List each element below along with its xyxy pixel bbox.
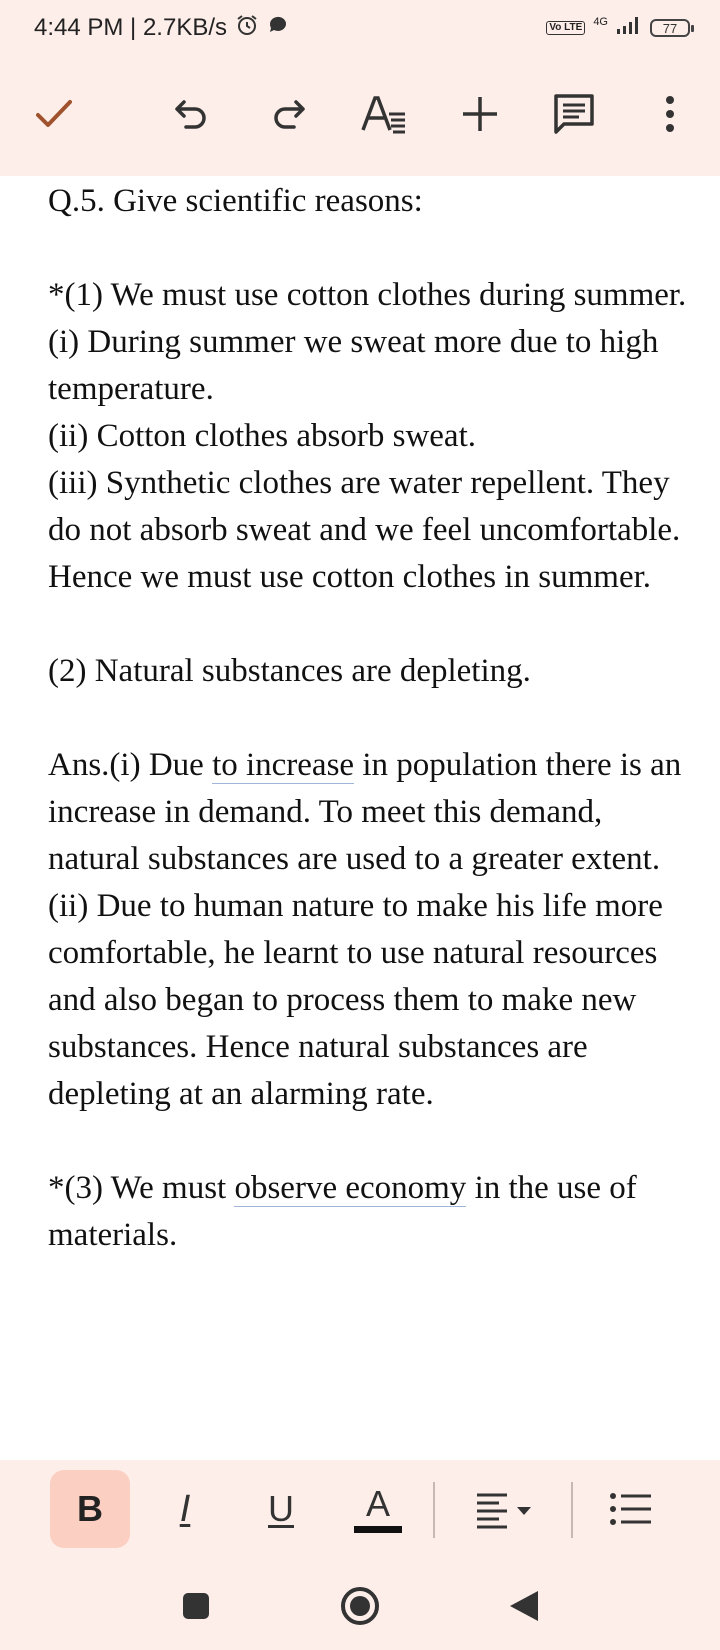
reason-2-answer-ii: (ii) Due to human nature to make his life more comfortable, he learnt to use natural resources and also began to process them to make new substances. Hence natural substances are depleting at an alarming rate. bbox=[48, 888, 672, 1112]
reason-2-title: (2) Natural substances are depleting. bbox=[48, 653, 531, 689]
italic-button[interactable] bbox=[160, 1470, 210, 1548]
text-color-button[interactable] bbox=[350, 1470, 406, 1548]
insert-button[interactable] bbox=[448, 82, 512, 146]
undo-icon bbox=[172, 94, 212, 134]
question-heading: Q.5. Give scientific reasons: bbox=[48, 183, 423, 219]
more-options-icon bbox=[664, 94, 676, 134]
battery-indicator: 77 bbox=[650, 19, 690, 37]
text-format-icon bbox=[361, 94, 407, 134]
network-type: 4G bbox=[593, 16, 608, 28]
comment-button[interactable] bbox=[542, 82, 606, 146]
document-text[interactable] bbox=[48, 178, 688, 1259]
reason-1-point-i: (i) During summer we sweat more due to high temperature. bbox=[48, 324, 667, 407]
list-button[interactable] bbox=[604, 1470, 658, 1548]
back-button[interactable] bbox=[500, 1582, 548, 1630]
reason-2-answer-i: Ans.(i) Due to increase in population there is an increase in demand. To meet this demand, natural substances are used to a greater extent. bbox=[48, 747, 690, 877]
align-icon bbox=[473, 1489, 539, 1529]
check-icon bbox=[32, 92, 76, 136]
blank-line bbox=[48, 601, 688, 648]
recents-button[interactable] bbox=[172, 1582, 220, 1630]
signal-icon bbox=[616, 14, 642, 42]
blank-line bbox=[48, 695, 688, 742]
status-bar bbox=[0, 0, 720, 56]
toolbar-divider bbox=[571, 1482, 573, 1538]
list-icon bbox=[609, 1491, 653, 1527]
reason-1-point-ii: (ii) Cotton clothes absorb sweat. bbox=[48, 418, 477, 454]
recents-icon bbox=[181, 1591, 211, 1621]
home-button[interactable] bbox=[336, 1582, 384, 1630]
alignment-button[interactable] bbox=[468, 1470, 544, 1548]
volte-badge: Vo LTE bbox=[546, 21, 585, 35]
navigation-bar bbox=[0, 1560, 720, 1650]
alarm-icon bbox=[235, 13, 259, 44]
bold-button[interactable] bbox=[50, 1470, 130, 1548]
chat-bubble-icon bbox=[267, 14, 289, 43]
blank-line bbox=[48, 1118, 688, 1165]
status-time-speed: 4:44 PM | 2.7KB/s bbox=[34, 14, 227, 41]
editor-toolbar bbox=[0, 56, 720, 176]
text-format-button[interactable] bbox=[352, 82, 416, 146]
reason-1-point-iii: (iii) Synthetic clothes are water repellent. They do not absorb sweat and we feel uncomfortable. bbox=[48, 465, 681, 548]
underline-button[interactable] bbox=[256, 1470, 306, 1548]
back-icon bbox=[508, 1589, 540, 1623]
text-color-swatch bbox=[354, 1526, 402, 1533]
home-icon bbox=[339, 1585, 381, 1627]
text-color-icon: A bbox=[365, 1482, 390, 1524]
bold-icon: B bbox=[77, 1488, 103, 1529]
reason-1-title: *(1) We must use cotton clothes during summer. bbox=[48, 277, 687, 313]
add-icon bbox=[460, 94, 500, 134]
reason-1-conclusion: Hence we must use cotton clothes in summer. bbox=[48, 559, 652, 595]
redo-icon bbox=[268, 94, 308, 134]
more-options-button[interactable] bbox=[638, 82, 702, 146]
underlined-phrase: to increase bbox=[212, 747, 355, 783]
undo-button[interactable] bbox=[160, 82, 224, 146]
italic-icon: I bbox=[179, 1487, 191, 1530]
format-bar bbox=[0, 1460, 720, 1560]
blank-line bbox=[48, 225, 688, 272]
comment-icon bbox=[552, 92, 596, 136]
toolbar-divider bbox=[433, 1482, 435, 1538]
reason-3-title: *(3) We must observe economy in the use of materials. bbox=[48, 1170, 646, 1253]
underline-icon: U bbox=[268, 1488, 294, 1529]
underlined-phrase: observe economy bbox=[234, 1170, 467, 1206]
done-button[interactable] bbox=[22, 82, 86, 146]
redo-button[interactable] bbox=[256, 82, 320, 146]
document-area[interactable] bbox=[0, 176, 720, 1460]
